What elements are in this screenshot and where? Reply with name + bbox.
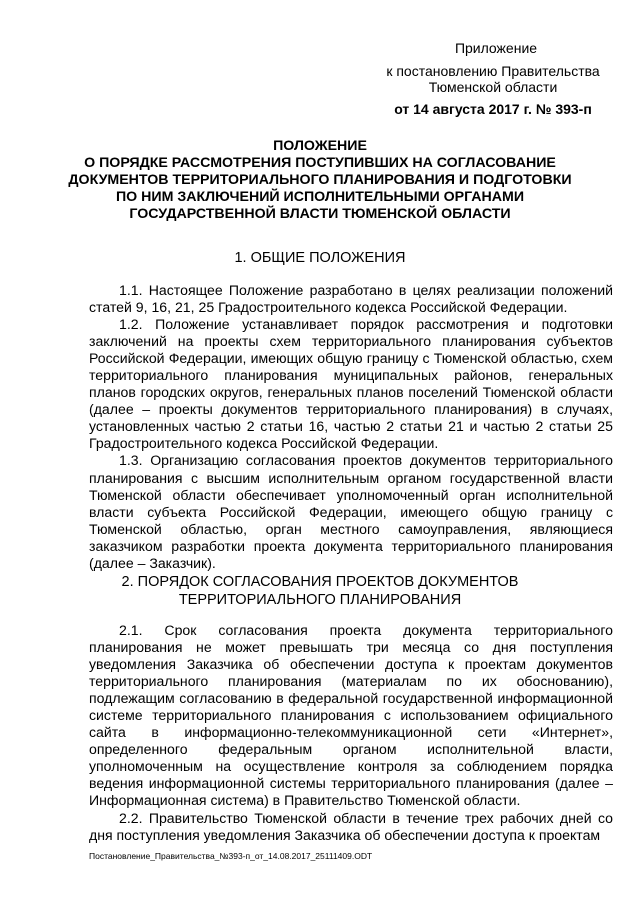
- paragraph-1-2: 1.2. Положение устанавливает порядок рассмотрения и подготовки заключений на проекты схем территориального планирования субъектов Российской Федерации, имеющих общую границу с Тюменской областью, схем территориального планирования муниципальных районов, генеральных планов городских округов, генеральных планов поселений Тюменской области (далее – проекты документов территориального планирования) в случаях, установленных частью 2 статьи 16, частью 2 статьи 21 и частью 2 статьи 25 Градостроительного кодекса Российской Федерации.: [89, 316, 613, 452]
- appendix-region: Тюменской области: [428, 79, 558, 95]
- section-1-heading: 1. ОБЩИЕ ПОЛОЖЕНИЯ: [234, 250, 406, 266]
- section-2-heading-line: 2. ПОРЯДОК СОГЛАСОВАНИЯ ПРОЕКТОВ ДОКУМЕНТОВ: [121, 574, 519, 590]
- appendix-resolution: к постановлению Правительства: [386, 63, 600, 79]
- document-title: [60, 138, 580, 223]
- title-line: ГОСУДАРСТВЕННОЙ ВЛАСТИ ТЮМЕНСКОЙ ОБЛАСТИ: [129, 206, 511, 222]
- document-footer-filename: Постановление_Правительства_№393-п_от_14.08.2017_25111409.ODT: [89, 851, 373, 861]
- appendix-label: Приложение: [454, 40, 538, 56]
- paragraph-2-1: 2.1. Срок согласования проекта документа территориального планирования не может превышать три месяца со дня поступления уведомления Заказчика об обеспечении доступа к проектам документов территориального планирования (материалам по их обоснованию), подлежащим согласованию в федеральной государственной информационной системе территориального планирования с использованием официального сайта в информационно-телекоммуникационной сети «Интернет», определенного федеральным органом исполнительной власти, уполномоченным на осуществление контроля за соблюдением порядка ведения информационной системы территориального планирования (далее – Информационная система) в Правительство Тюменской области.: [89, 622, 613, 809]
- section-1-body: [89, 282, 613, 572]
- title-line: О ПОРЯДКЕ РАССМОТРЕНИЯ ПОСТУПИВШИХ НА СОГЛАСОВАНИЕ: [84, 155, 556, 171]
- paragraph-2-2: 2.2. Правительство Тюменской области в течение трех рабочих дней со дня поступления уведомления Заказчика об обеспечении доступа к проектам: [89, 809, 613, 843]
- section-2-heading: [60, 573, 580, 609]
- section-2-body: [89, 622, 613, 844]
- paragraph-1-1: 1.1. Настоящее Положение разработано в целях реализации положений статей 9, 16, 21, 25 Градостроительного кодекса Российской Федерации.: [89, 282, 613, 316]
- section-2-heading-line: ТЕРРИТОРИАЛЬНОГО ПЛАНИРОВАНИЯ: [178, 592, 462, 608]
- paragraph-1-3: 1.3. Организацию согласования проектов документов территориального планирования с высшим исполнительным органом государственной власти Тюменской области обеспечивает уполномоченный орган исполнительной власти субъекта Российской Федерации, имеющего общую границу с Тюменской областью, орган местного самоуправления, являющиеся заказчиком разработки проекта документа территориального планирования (далее – Заказчик).: [89, 452, 613, 571]
- title-line: ПО НИМ ЗАКЛЮЧЕНИЙ ИСПОЛНИТЕЛЬНЫМИ ОРГАНАМИ: [115, 189, 525, 205]
- title-line: ДОКУМЕНТОВ ТЕРРИТОРИАЛЬНОГО ПЛАНИРОВАНИЯ И ПОДГОТОВКИ: [68, 172, 572, 188]
- title-line: ПОЛОЖЕНИЕ: [273, 138, 367, 154]
- appendix-date-number: от 14 августа 2017 г. № 393-п: [394, 101, 592, 117]
